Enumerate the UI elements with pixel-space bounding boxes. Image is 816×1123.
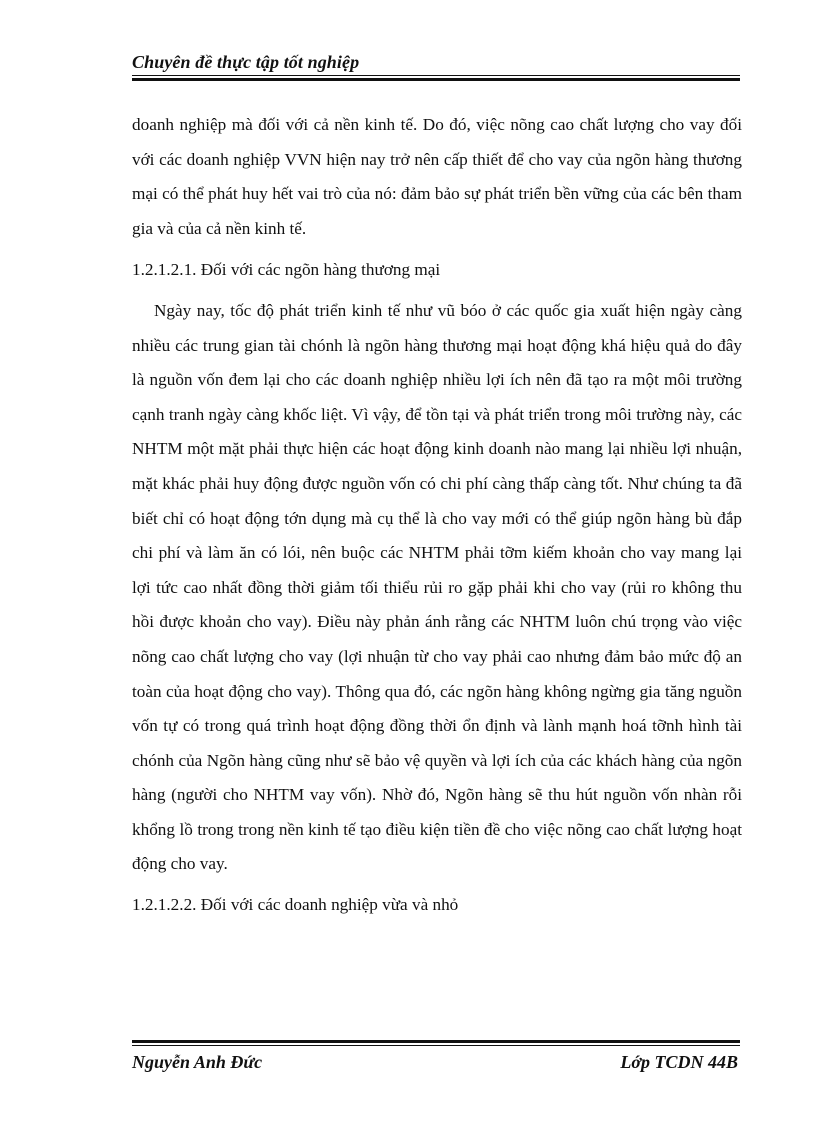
section-heading-banks: 1.2.1.2.1. Đối với các ngõn hàng thương mại: [132, 260, 441, 280]
footer-author: Nguyễn Anh Đức: [132, 1052, 263, 1072]
footer-rule: [132, 1040, 740, 1046]
footer-class: Lớp TCDN 44B: [620, 1052, 738, 1072]
document-body: [132, 108, 742, 923]
header-rule: [132, 75, 740, 81]
paragraph-continuation: doanh nghiệp mà đối với cả nền kinh tế. Do đó, việc nõng cao chất lượng cho vay đối với các doanh nghiệp VVN hiện nay trở nên cấp thiết để cho vay của ngõn hàng thương mại có thể phát huy hết vai trò của nó: đảm bảo sự phát triển bền vững của các bên tham gia và của cả nền kinh tế.: [132, 115, 742, 238]
paragraph-banks: Ngày nay, tốc độ phát triển kinh tế như vũ bóo ở các quốc gia xuất hiện ngày càng nhiều các trung gian tài chónh là ngõn hàng thương mại hoạt động khá hiệu quả do đây là nguồn vốn đem lại cho các doanh nghiệp nhiều lợi ích nên đã tạo ra một môi trường cạnh tranh ngày càng khốc liệt. Vì vậy, để tồn tại và phát triển trong môi trường này, các NHTM một mặt phải thực hiện các hoạt động kinh doanh nào mang lại nhiều lợi nhuận, mặt khác phải huy động được nguồn vốn có chi phí càng thấp càng tốt. Như chúng ta đã biết chỉ có hoạt động tớn dụng mà cụ thể là cho vay mới có thể giúp ngõn hàng bù đắp chi phí và làm ăn có lói, nên buộc các NHTM phải tỡm kiếm khoản cho vay mang lại lợi tức cao nhất đồng thời giảm tối thiểu rủi ro gặp phải khi cho vay (rủi ro không thu hồi được khoản cho vay). Điều này phản ánh rằng các NHTM luôn chú trọng vào việc nõng cao chất lượng cho vay (lợi nhuận từ cho vay phải cao nhưng đảm bảo mức độ an toàn của hoạt động cho vay). Thông qua đó, các ngõn hàng không ngừng gia tăng nguồn vốn tự có trong quá trình hoạt động đồng thời ổn định và lành mạnh hoá tỡnh hình tài chónh của Ngõn hàng cũng như sẽ bảo vệ quyền và lợi ích của các khách hàng của ngõn hàng (người cho NHTM vay vốn). Nhờ đó, Ngõn hàng sẽ thu hút nguồn vốn nhàn rỗi khổng lồ trong trong nền kinh tế tạo điều kiện tiền đề cho việc nõng cao chất lượng hoạt động cho vay.: [132, 300, 742, 874]
page-header-title: Chuyên đề thực tập tốt nghiệp: [132, 52, 360, 72]
section-heading-smes: 1.2.1.2.2. Đối với các doanh nghiệp vừa và nhỏ: [132, 895, 459, 915]
